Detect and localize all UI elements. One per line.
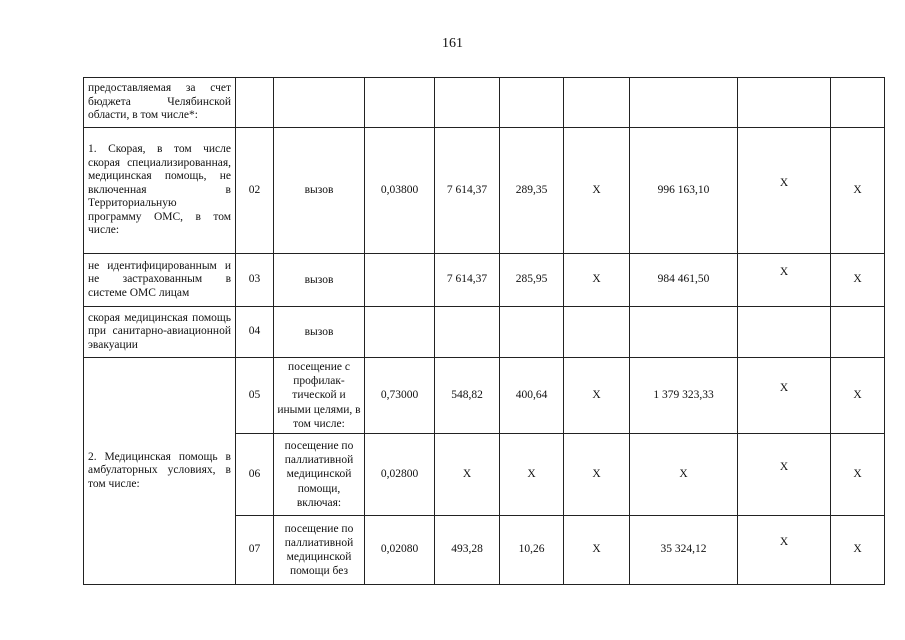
cell-col9 — [738, 254, 831, 307]
row-code: 07 — [236, 516, 274, 585]
cell-col9-value: X — [779, 460, 789, 473]
cell-col9-value: X — [779, 536, 789, 549]
cell-col9 — [738, 78, 831, 128]
row-code: 04 — [236, 307, 274, 358]
cell-col4 — [365, 307, 435, 358]
table-row — [84, 254, 885, 307]
table-row — [84, 307, 885, 358]
cell-col10: X — [831, 254, 885, 307]
row-unit: посещение по паллиативной медицинской помощи, включая: — [274, 434, 365, 516]
cell-col5: 493,28 — [435, 516, 500, 585]
cell-col10 — [831, 78, 885, 128]
cell-col10: X — [831, 358, 885, 434]
cell-col6: X — [500, 434, 564, 516]
row-code: 05 — [236, 358, 274, 434]
cell-col9 — [738, 358, 831, 434]
cell-col7 — [564, 307, 630, 358]
cell-col7: X — [564, 254, 630, 307]
cell-col4: 0,02080 — [365, 516, 435, 585]
cell-col9-value: X — [779, 266, 789, 279]
cell-col6 — [500, 307, 564, 358]
cell-col5: X — [435, 434, 500, 516]
cell-col6 — [500, 78, 564, 128]
row-description: 1. Скорая, в том числе скорая специализированная, медицинская помощь, не включенная в Территориальную программу ОМС, в том числе: — [84, 128, 236, 254]
cell-col10: X — [831, 434, 885, 516]
row-description: предоставляемая за счет бюджета Челябинской области, в том числе*: — [84, 78, 236, 128]
cell-col6: 10,26 — [500, 516, 564, 585]
cell-col4 — [365, 254, 435, 307]
cell-col4: 0,03800 — [365, 128, 435, 254]
cell-col5 — [435, 307, 500, 358]
row-unit: вызов — [274, 307, 365, 358]
cell-col4: 0,73000 — [365, 358, 435, 434]
cell-col5: 548,82 — [435, 358, 500, 434]
cell-col7 — [564, 78, 630, 128]
cell-col10: X — [831, 128, 885, 254]
cell-col8: 35 324,12 — [630, 516, 738, 585]
row-code: 06 — [236, 434, 274, 516]
row-unit — [274, 78, 365, 128]
row-code: 03 — [236, 254, 274, 307]
cell-col9 — [738, 307, 831, 358]
cell-col5 — [435, 78, 500, 128]
cell-col6: 400,64 — [500, 358, 564, 434]
cell-col8: 984 461,50 — [630, 254, 738, 307]
cell-col8: 1 379 323,33 — [630, 358, 738, 434]
cell-col4 — [365, 78, 435, 128]
table-row — [84, 358, 885, 434]
page-number: 161 — [442, 36, 463, 51]
row-description: 2. Медицинская помощь в амбулаторных условиях, в том числе: — [84, 358, 236, 585]
cell-col9 — [738, 516, 831, 585]
cell-col8 — [630, 307, 738, 358]
cell-col8 — [630, 78, 738, 128]
row-description: не идентифицированным и не застрахованным в системе ОМС лицам — [84, 254, 236, 307]
cell-col7: X — [564, 128, 630, 254]
cell-col9 — [738, 128, 831, 254]
row-code — [236, 78, 274, 128]
table-row — [84, 128, 885, 254]
cell-col4: 0,02800 — [365, 434, 435, 516]
row-unit: вызов — [274, 254, 365, 307]
cell-col9-value: X — [779, 381, 789, 394]
row-unit: посещение по паллиативной медицинской помощи без — [274, 516, 365, 585]
row-description: скорая медицинская помощь при санитарно-авиационной эвакуации — [84, 307, 236, 358]
row-unit: вызов — [274, 128, 365, 254]
cell-col9-value: X — [779, 176, 789, 189]
cell-col8: X — [630, 434, 738, 516]
cell-col6: 289,35 — [500, 128, 564, 254]
cell-col5: 7 614,37 — [435, 254, 500, 307]
table-row — [84, 78, 885, 128]
cell-col7: X — [564, 434, 630, 516]
cell-col9 — [738, 434, 831, 516]
financing-table — [83, 77, 885, 585]
cell-col7: X — [564, 358, 630, 434]
cell-col8: 996 163,10 — [630, 128, 738, 254]
cell-col5: 7 614,37 — [435, 128, 500, 254]
cell-col6: 285,95 — [500, 254, 564, 307]
cell-col10 — [831, 307, 885, 358]
row-unit: посещение с профилак-тической и иными целями, в том числе: — [274, 358, 365, 434]
row-code: 02 — [236, 128, 274, 254]
cell-col7: X — [564, 516, 630, 585]
cell-col10: X — [831, 516, 885, 585]
